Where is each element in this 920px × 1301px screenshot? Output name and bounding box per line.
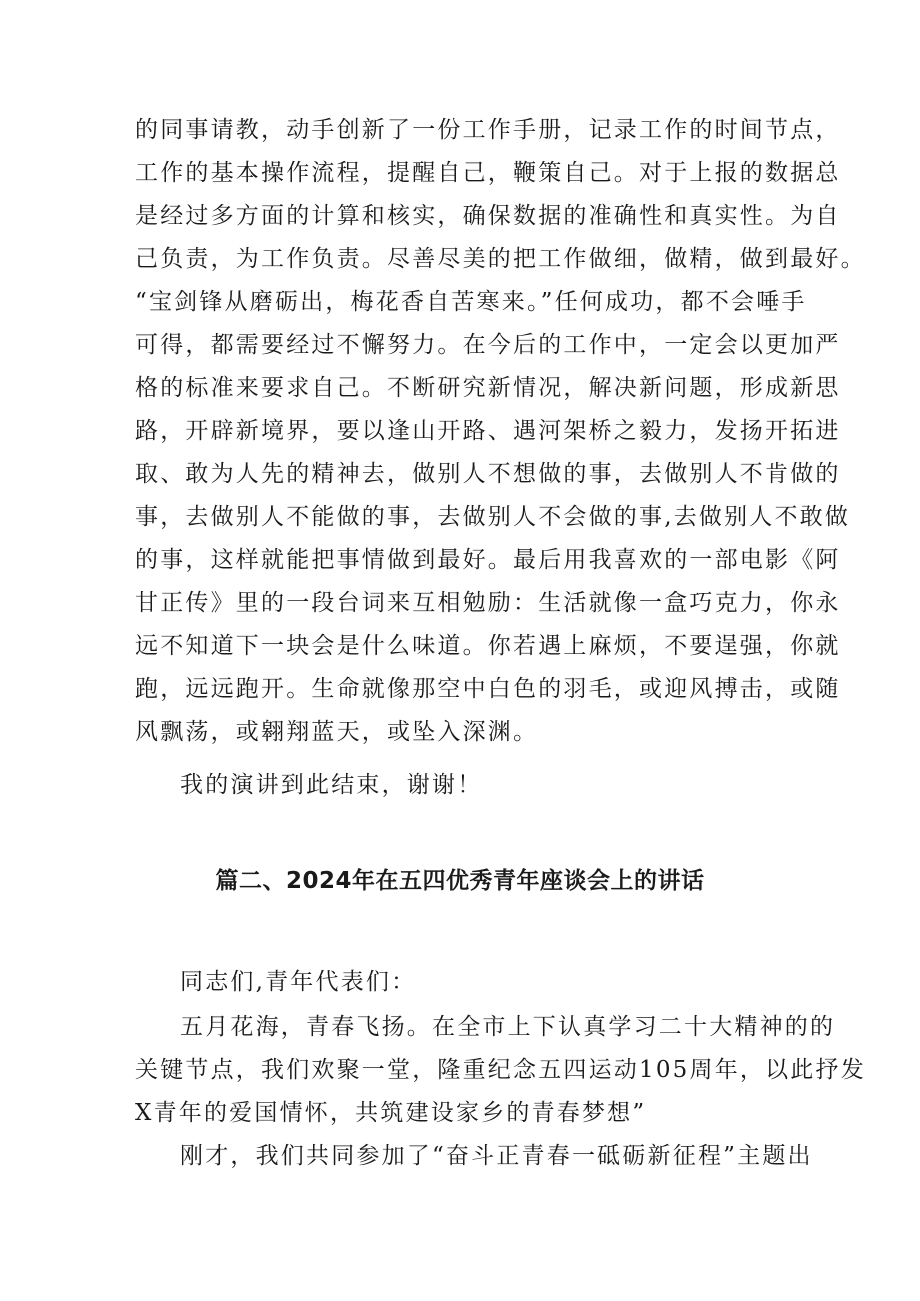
body-text-line: 甘正传》里的一段台词来互相勉励：生活就像一盒巧克力，你永: [135, 590, 841, 616]
paragraph-line: X青年的爱国情怀，共筑建设家乡的青春梦想”: [135, 1100, 647, 1126]
body-text-line: 路，开辟新境界，要以逢山开路、遇河架桥之毅力，发扬开拓进: [135, 418, 841, 444]
body-text-line: 的事，这样就能把事情做到最好。最后用我喜欢的一部电影《阿: [135, 547, 841, 573]
body-text-line: 取、敢为人先的精神去，做别人不想做的事，去做别人不肯做的: [135, 461, 841, 487]
body-text-line: 可得，都需要经过不懈努力。在今后的工作中，一定会以更加严: [135, 332, 841, 358]
body-text-line: 风飘荡，或翱翔蓝天，或坠入深渊。: [135, 719, 539, 745]
paragraph-line: 刚才，我们共同参加了“奋斗正青春一砥砺新征程”主题出: [180, 1143, 813, 1169]
body-text-line: 工作的基本操作流程，提醒自己，鞭策自己。对于上报的数据总: [135, 160, 841, 186]
body-text-line: 事，去做别人不能做的事，去做别人不会做的事,去做别人不敢做: [135, 504, 851, 530]
body-text-line: “宝剑锋从磨砺出，梅花香自苦寒来。”任何成功，都不会唾手: [135, 289, 807, 315]
paragraph-line: 五月花海，青春飞扬。在全市上下认真学习二十大精神的的: [180, 1014, 836, 1040]
body-text-line: 格的标准来要求自己。不断研究新情况，解决新问题，形成新思: [135, 375, 841, 401]
closing-line: 我的演讲到此结束，谢谢！: [180, 772, 483, 798]
body-text-line: 的同事请教，动手创新了一份工作手册，记录工作的时间节点，: [135, 117, 841, 143]
body-text-line: 己负责，为工作负责。尽善尽美的把工作做细，做精，做到最好。: [135, 246, 866, 272]
paragraph-line: 关键节点，我们欢聚一堂，隆重纪念五四运动105周年，以此抒发: [135, 1057, 866, 1083]
body-text-line: 跑，远远跑开。生命就像那空中白色的羽毛，或迎风搏击，或随: [135, 676, 841, 702]
section-title: 篇二、2024年在五四优秀青年座谈会上的讲话: [215, 868, 705, 894]
salutation: 同志们,青年代表们：: [180, 969, 417, 995]
body-text-line: 远不知道下一块会是什么味道。你若遇上麻烦，不要逞强，你就: [135, 633, 841, 659]
body-text-line: 是经过多方面的计算和核实，确保数据的准确性和真实性。为自: [135, 203, 841, 229]
